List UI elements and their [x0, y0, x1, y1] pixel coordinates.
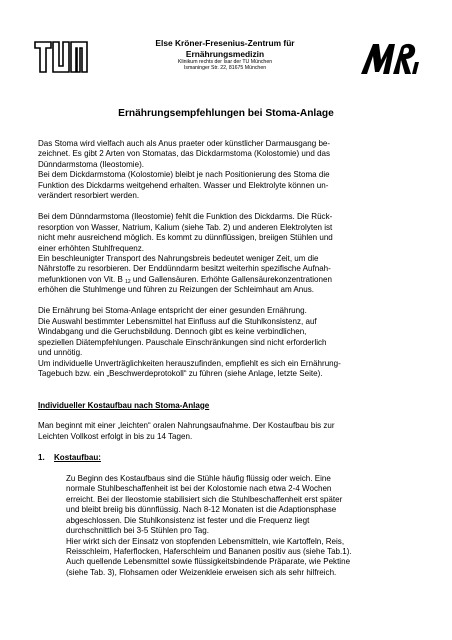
text-line: Die Ernährung bei Stoma-Anlage entspricht der einer gesunden Ernährung.: [38, 306, 307, 316]
mri-logo: [359, 38, 419, 76]
text-line: Ein beschleunigter Transport des Nahrungsbreis bedeutet weniger Zeit, um die: [38, 254, 319, 264]
paragraph-general-nutrition: [38, 306, 420, 379]
text-fragment: mefunktionen von Vit. B: [38, 274, 126, 284]
text-line: Auch quellende Lebensmittel sowie flüssigkeitsbindende Präparate, wie Pektine: [66, 557, 351, 567]
text-line: Zu Beginn des Kostaufbaus sind die Stühle häufig flüssig oder weich. Eine: [66, 473, 331, 483]
text-line: Um individuelle Unverträglichkeiten herauszufinden, empfiehlt es sich ein Ernährung-: [38, 358, 341, 368]
list-item-heading: [38, 453, 420, 463]
paragraph-diet-build-up: [38, 474, 420, 579]
text-line: durchschnittlich bei 3-5 Stühlen pro Tag.: [66, 526, 209, 536]
text-line: normale Stuhlbeschaffenheit ist bei der Kolostomie nach etwa 2-4 Wochen: [66, 484, 332, 494]
institution-name-line2: Ernährungsmedizin: [185, 48, 265, 59]
subscript-12: 12: [125, 278, 131, 285]
text-line: Leichten Vollkost erfolgt in bis zu 14 Tagen.: [38, 431, 193, 441]
text-line: Funktion des Dickdarms weitgehend erhalten. Wasser und Elektrolyte können un-: [38, 180, 329, 190]
document-title: Ernährungsempfehlungen bei Stoma-Anlage: [118, 108, 334, 119]
text-line: Bei dem Dünndarmstoma (Ileostomie) fehlt die Funktion des Dickdarms. Die Rück-: [38, 212, 333, 222]
text-line: Man beginnt mit einer „leichten“ oralen Nahrungsaufnahme. Der Kostaufbau bis zur: [38, 421, 335, 431]
text-fragment: und Gallensäuren. Erhöhte Gallensäurekonzentrationen: [130, 274, 332, 284]
address-line-1: Klinikum rechts der Isar der TU München: [177, 59, 273, 65]
text-line: und bleibt breiig bis dünnflüssig. Nach 8-12 Monaten ist die Adaptionsphase: [66, 505, 337, 515]
list-number: 1.: [38, 452, 45, 462]
text-line: [38, 275, 420, 285]
paragraph-stoma-types: [38, 139, 420, 202]
text-line: resorption von Wasser, Natrium, Kalium (siehe Tab. 2) und anderen Elektrolyten ist: [38, 222, 333, 232]
text-line: Windabgang und die Geruchsbildung. Dennoch gibt es keine verbindlichen,: [38, 327, 307, 337]
tum-logo: [34, 40, 88, 74]
text-line: einer erhöhten Stuhlfrequenz.: [38, 243, 145, 253]
text-line: verändert resorbiert werden.: [38, 191, 140, 201]
text-line: Hier wirkt sich der Einsatz von stopfenden Lebensmitteln, wie Kartoffeln, Reis,: [66, 536, 345, 546]
text-line: Die Auswahl bestimmter Lebensmittel hat Einfluss auf die Stuhlkonsistenz, auf: [38, 316, 317, 326]
text-line: Das Stoma wird vielfach auch als Anus praeter oder künstlicher Darmausgang be-: [38, 139, 331, 148]
section-heading: Individueller Kostaufbau nach Stoma-Anlage: [38, 400, 210, 410]
text-line: (siehe Tab. 3), Flohsamen oder Weizenkleie erweisen sich als sehr hilfreich.: [66, 567, 337, 577]
text-line: Tagebuch bzw. ein „Beschwerdeprotokoll“ zu führen (siehe Anlage, letzte Seite).: [38, 369, 323, 379]
text-line: Dünndarmstoma (Ileostomie).: [38, 159, 144, 169]
paragraph-ileostomy: [38, 212, 420, 296]
text-line: zeichnet. Es gibt 2 Arten von Stomatas, das Dickdarmstoma (Kolostomie) und das: [38, 149, 331, 159]
text-line: erhöhen die Stuhlmenge und führen zu Reizungen der Schleimhaut am Anus.: [38, 285, 315, 295]
text-line: abgeschlossen. Die Stuhlkonsistenz ist fester und die Frequenz liegt: [66, 515, 310, 525]
document-body: [38, 139, 420, 578]
text-line: speziellen Diätempfehlungen. Pauschale Einschränkungen sind nicht erforderlich: [38, 337, 327, 347]
institution-name: Else Kröner-Fresenius-Zentrum für: [155, 38, 295, 48]
paragraph-diet-start: [38, 421, 420, 442]
text-line: Bei dem Dickdarmstoma (Kolostomie) bleibt je nach Positionierung des Stoma die: [38, 170, 330, 180]
text-line: und unnötig.: [38, 348, 83, 358]
text-line: nicht mehr ausreichend möglich. Es kommt zu dünnflüssigen, breiigen Stühlen und: [38, 233, 333, 243]
text-line: erreicht. Bei der Ileostomie stabilisiert sich die Stuhlbeschaffenheit erst später: [66, 494, 343, 504]
address-line-2: Ismaninger Str. 22, 81675 München: [183, 65, 267, 72]
institution-header: [120, 38, 330, 72]
list-label: Kostaufbau:: [54, 452, 101, 462]
text-line: Nährstoffe zu resorbieren. Der Enddünndarm besitzt weiterhin spezifische Aufnah-: [38, 264, 331, 274]
text-line: Reisschleim, Haferflocken, Haferschleim und Bananen positiv aus (siehe Tab.1).: [66, 547, 352, 556]
